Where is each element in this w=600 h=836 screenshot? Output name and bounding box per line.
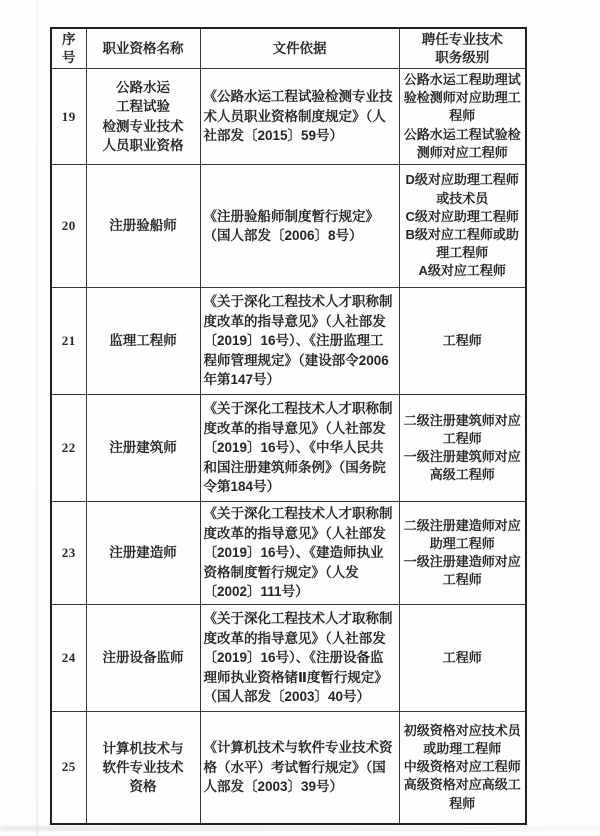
document-basis: 《注册验船师制度暂行规定》（国人部发〔2006〕8号） — [200, 165, 399, 288]
qualification-name — [86, 288, 200, 395]
name-line: 公路水运 — [116, 80, 170, 96]
name-line: 工程试验 — [116, 99, 170, 115]
qualification-name — [86, 502, 200, 605]
table-row — [51, 165, 526, 288]
document-basis: 《计算机技术与软件专业技术资格（水平）考试暂行规定》（国人部发〔2003〕39号） — [200, 712, 399, 824]
level-item: 工程师 — [442, 649, 482, 665]
name-line: 计算机技术与 — [102, 740, 184, 756]
position-level — [399, 69, 526, 165]
name-line: 软件专业技术 — [102, 759, 184, 775]
column-header-level — [399, 28, 526, 69]
name-line: 注册设备监师 — [102, 650, 184, 666]
level-item: 中级资格对应工程师 — [403, 759, 521, 775]
position-level — [399, 712, 526, 824]
header-level-line: 职务级别 — [435, 49, 490, 65]
row-number: 20 — [51, 165, 86, 288]
level-item: A级对应工程师 — [418, 263, 506, 279]
name-line: 检测专业技术 — [102, 118, 184, 134]
level-item: 工程师 — [442, 332, 482, 348]
level-item: C级对应助理工程师 — [405, 208, 519, 224]
table-row — [51, 605, 526, 712]
qualification-name — [86, 69, 200, 165]
position-level — [399, 288, 526, 395]
position-level — [399, 502, 526, 605]
position-level — [399, 395, 526, 502]
qualification-name — [86, 605, 200, 712]
column-header-basis: 文件依据 — [200, 28, 399, 69]
position-level — [399, 605, 526, 712]
name-line: 资格 — [129, 778, 157, 794]
table-row — [51, 395, 526, 502]
level-item: 一级注册建筑师对应高级工程师 — [403, 449, 521, 483]
name-line: 注册建筑师 — [109, 440, 177, 456]
level-item: D级对应助理工程师或技术员 — [405, 172, 519, 206]
document-basis: 《公路水运工程试验检测专业技术人员职业资格制度规定》（人社部发〔2015〕59号） — [200, 69, 399, 165]
scan-artifact-bottom — [0, 826, 600, 831]
header-number-line: 号 — [62, 49, 76, 65]
level-item: 一级注册建造师对应工程师 — [403, 554, 521, 588]
level-item: 二级注册建筑师对应工程师 — [403, 412, 521, 446]
row-number: 19 — [51, 69, 86, 165]
name-line: 人员职业资格 — [102, 137, 184, 153]
table-row — [51, 712, 526, 824]
document-basis: 《关于深化工程技术人才职称制度改革的指导意见》（人社部发〔2019〕16号）、《建造师执业资格制度暂行规定》（人发〔2002〕111号） — [200, 502, 399, 605]
position-level — [399, 165, 526, 288]
level-item: 公路水运工程助理试验检测师对应助理工程师 — [403, 72, 521, 124]
row-number: 21 — [51, 288, 86, 395]
qualification-name — [86, 395, 200, 502]
level-item: 高级资格对应高级工程师 — [403, 777, 521, 811]
column-header-number — [51, 28, 86, 69]
header-level-line: 聘任专业技术 — [421, 32, 503, 47]
document-basis: 《关于深化工程技术人才职称制度改革的指导意见》（人社部发〔2019〕16号）、《注册监理工程师管理规定》（建设部令2006年第147号） — [200, 288, 399, 395]
table-row — [51, 288, 526, 395]
table-row — [51, 502, 526, 605]
level-item: 公路水运工程试验检测师对应工程师 — [403, 126, 521, 160]
column-header-name: 职业资格名称 — [86, 28, 200, 69]
header-number-line: 序 — [62, 32, 76, 47]
qualification-name — [86, 712, 200, 824]
row-number: 25 — [51, 712, 86, 824]
row-number: 24 — [51, 605, 86, 712]
table-header-row — [51, 28, 526, 69]
qualification-table — [50, 27, 527, 825]
level-item: B级对应工程师或助理工程师 — [405, 227, 519, 261]
name-line: 监理工程师 — [109, 333, 177, 349]
name-line: 注册验船师 — [109, 218, 177, 234]
table-row — [51, 69, 526, 165]
qualification-name — [86, 165, 200, 288]
scan-artifact-left — [36, 0, 38, 836]
document-basis: 《关于深化工程技术人才取称制度改革的指导意见》（人社部发〔2019〕16号）、《注册设备监理师执业资格锗Ⅱ度暂行规定》（国人部发〔2003〕40号） — [200, 605, 399, 712]
name-line: 注册建造师 — [109, 545, 177, 561]
level-item: 二级注册建造师对应助理工程师 — [403, 517, 521, 551]
row-number: 22 — [51, 395, 86, 502]
document-basis: 《关于深化工程技术人才职称制度改革的指导意见》（人社部发〔2019〕16号）、《中华人民共和国注册建筑师条例》（国务院令第184号） — [200, 395, 399, 502]
level-item: 初级资格对应技术员或助理工程师 — [403, 722, 521, 756]
row-number: 23 — [51, 502, 86, 605]
